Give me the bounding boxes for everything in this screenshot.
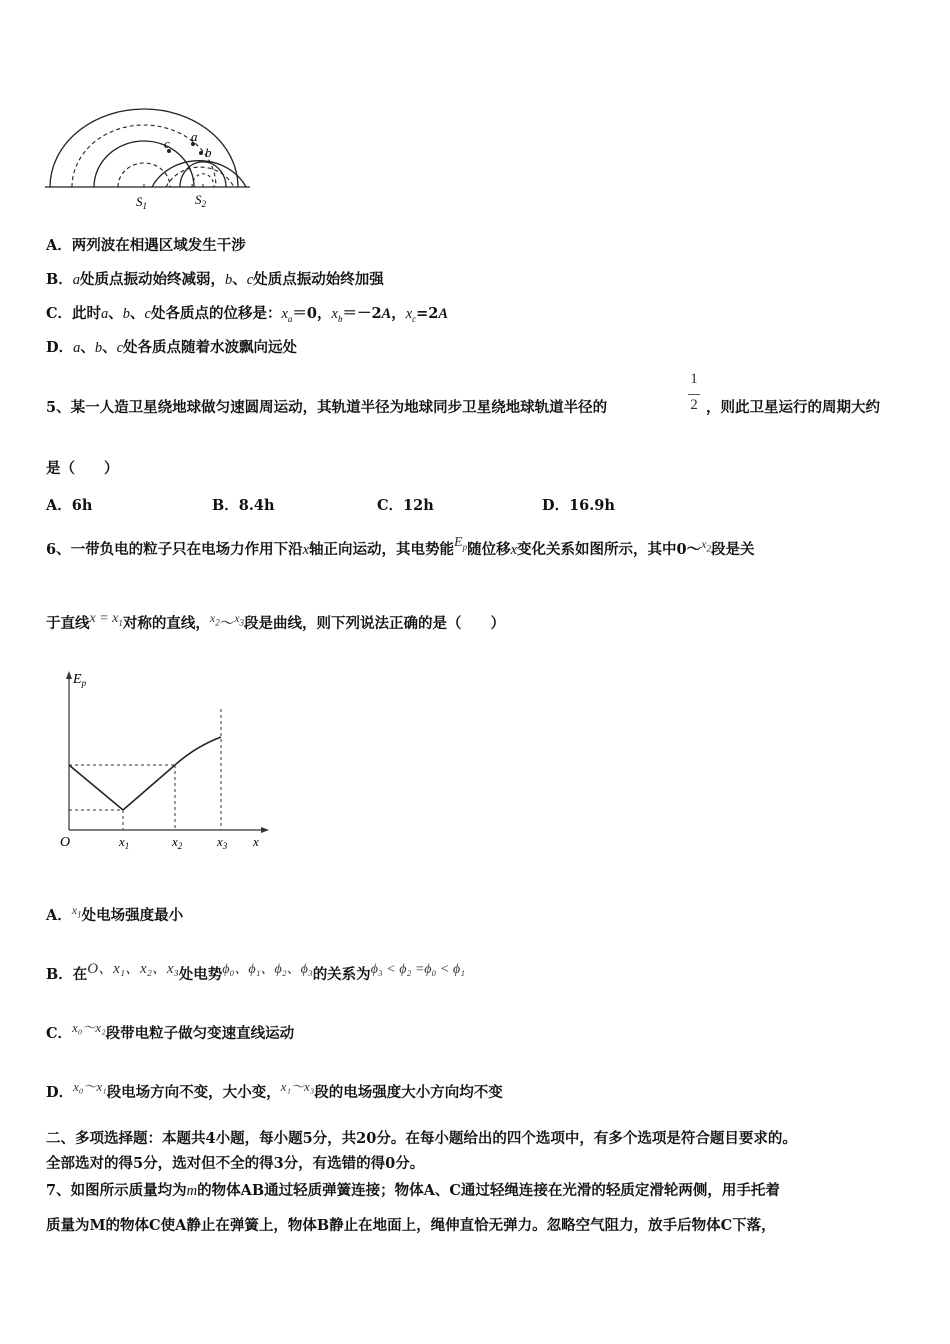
s2-wave-solid-inner xyxy=(180,162,226,187)
graph-x-label: x xyxy=(253,834,259,849)
ep-line-segment xyxy=(69,765,175,810)
section2-heading-line2: 全部选对的得5分，选对但不全的得3分，有选错的得0分。 xyxy=(46,1155,425,1172)
q7-stem-line2: 质量为M的物体C使A静止在弹簧上，物体B静止在地面上，绳伸直恰无弹力。忽略空气阻力，放手后物体C下落， xyxy=(46,1217,776,1234)
q4-option-a: A．两列波在相遇区域发生干涉 xyxy=(46,237,246,254)
label-a: a xyxy=(191,129,198,144)
q5-frac-denominator: 2 xyxy=(690,397,698,413)
q7-stem-line1: 7、如图所示质量均为m的物体AB通过轻质弹簧连接；物体A、C通过轻绳连接在光滑的轻质定滑轮两侧，用手托着 xyxy=(46,1182,780,1199)
point-b xyxy=(199,151,203,155)
q5-option-a: A．6h xyxy=(46,497,93,514)
q5-option-d: D．16.9h xyxy=(542,497,615,514)
label-b: b xyxy=(205,145,212,160)
q4-option-b: B．a处质点振动始终减弱，b、c处质点振动始终加强 xyxy=(46,271,384,288)
q5-option-c: C．12h xyxy=(377,497,434,514)
graph-y-label: $E_p$ xyxy=(73,672,87,688)
q5-stem-line2: 是（ ） xyxy=(46,460,119,477)
q6-option-a: A．$^{x_1}$处电场强度最小 xyxy=(46,903,184,924)
label-s2: $S_2$ xyxy=(195,192,206,209)
label-c: c xyxy=(164,136,170,151)
label-s1: $S_1$ xyxy=(136,194,147,211)
q6-option-d: D．x₀～x₁段电场方向不变，大小变，x₁～x₃段的电场强度大小方向均不变 xyxy=(46,1079,503,1101)
q5-frac-numerator: 1 xyxy=(690,371,698,387)
ep-curve-segment xyxy=(175,737,221,765)
section2-heading-line1: 二、多项选择题：本题共4小题，每小题5分，共20分。在每小题给出的四个选项中，有多个选项是符合题目要求的。 xyxy=(46,1130,797,1147)
graph-x1: $x_1$ xyxy=(119,834,130,851)
q5-stem-line1b: ，则此卫星运行的周期大约 xyxy=(706,399,880,416)
q6-stem-line2: 于直线$x = x_1$对称的直线，$^{x_2}$～$^{x_3}$段是曲线，则下列说法正确的是（ ） xyxy=(46,611,506,632)
q5-frac-bar xyxy=(688,394,700,395)
q5-option-b: B．8.4h xyxy=(212,497,275,514)
graph-x3: $x_3$ xyxy=(217,834,228,851)
q6-option-c: C．x₀～x₂段带电粒子做匀变速直线运动 xyxy=(46,1020,295,1042)
q5-stem-line1: 5、某一人造卫星绕地球做匀速圆周运动，其轨道半径为地球同步卫星绕地球轨道半径的 xyxy=(46,399,608,416)
q6-stem-line1: 6、一带负电的粒子只在电场力作用下沿x轴正向运动，其电势能$E_p$随位移x变化关系如图所示，其中0～$^{x_2}$段是关 xyxy=(46,535,755,558)
q4-option-d: D．a、b、c处各质点随着水波飘向远处 xyxy=(46,339,298,356)
graph-origin: O xyxy=(60,835,71,850)
wave-interference-figure xyxy=(40,100,260,215)
q6-option-b: B．在O、x₁、x₂、x₃处电势ϕ₀、ϕ₁、ϕ₂、ϕ₃的关系为ϕ₃ < ϕ₂ =ϕ₀ < ϕ₁ xyxy=(46,961,465,983)
graph-x2: $x_2$ xyxy=(172,834,183,851)
q4-option-c: C．此时a、b、c处各质点的位移是：$x_a=0$，$x_b=-2A$，$x_c=2A$ xyxy=(46,305,449,324)
q6-ep-graph xyxy=(55,665,275,855)
